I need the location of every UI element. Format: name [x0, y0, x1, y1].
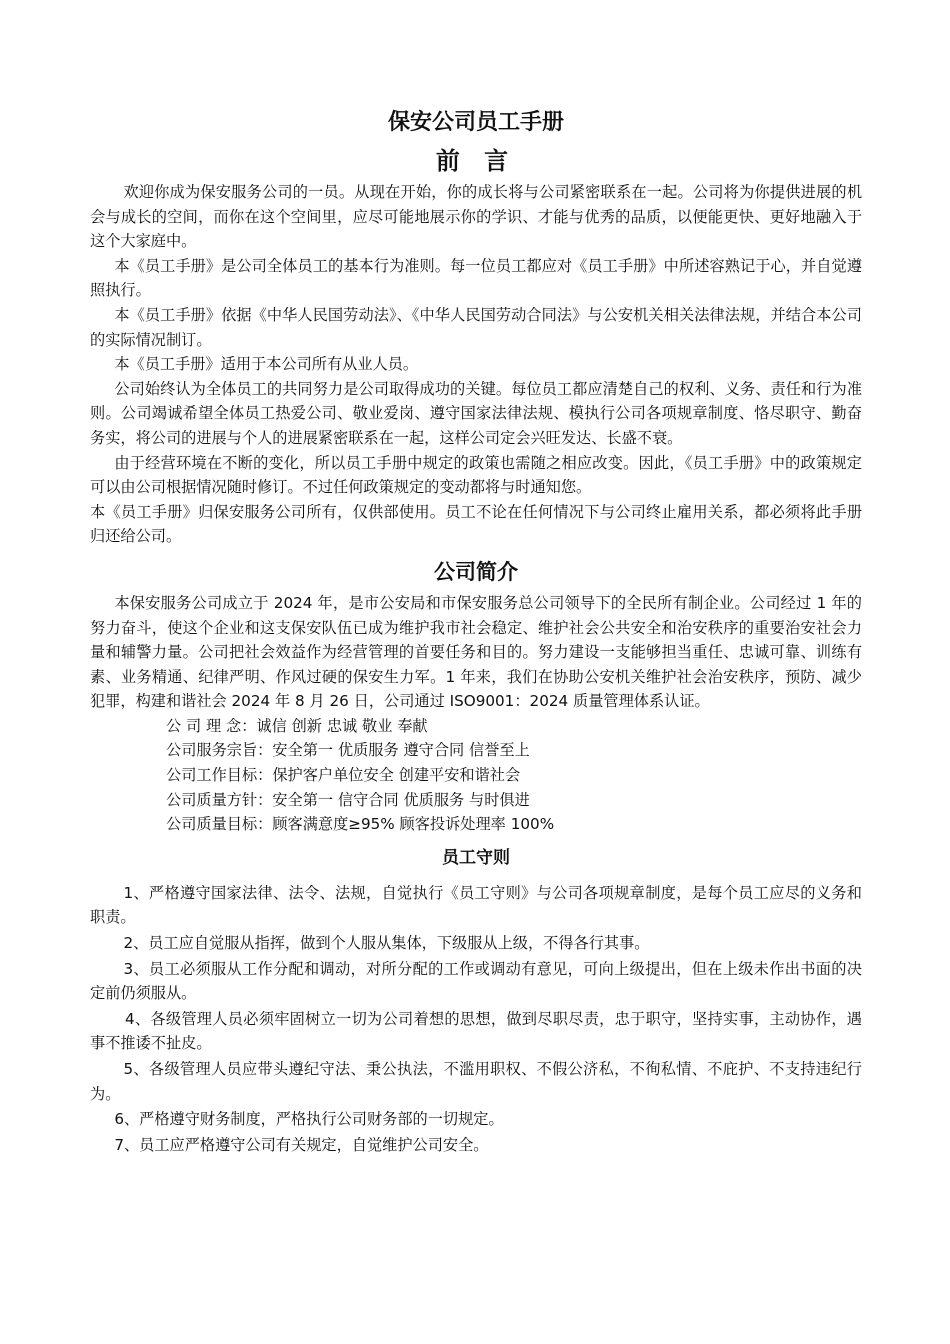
preface-heading: 前 言 [435, 147, 517, 175]
rule-item: 5、各级管理人员应带头遵纪守法、秉公执法，不滥用职权、不假公济私，不徇私情、不庇护、不支持违纪行为。 [90, 1060, 862, 1103]
rule-item: 7、员工应严格遵守公司有关规定，自觉维护公司安全。 [114, 1135, 489, 1154]
preface-paragraph: 本《员工手册》适用于本公司所有从业人员。 [114, 355, 419, 374]
preface-paragraph: 本《员工手册》是公司全体员工的基本行为准则。每一位员工都应对《员工手册》中所述容熟记于心，并自觉遵照执行。 [90, 256, 862, 300]
rule-item: 4、各级管理人员必须牢固树立一切为公司着想的思想，做到尽职尽责，忠于职守，坚持实事，主动协作，遇事不推诿不扯皮。 [90, 1009, 862, 1053]
motto-line: 公司质量目标：顾客满意度≥95% 顾客投诉处理率 100% [166, 815, 555, 834]
preface-paragraph: 公司始终认为全体员工的共同努力是公司取得成功的关键。每位员工都应清楚自己的权利、义务、责任和行为准则。公司竭诚希望全体员工热爱公司、敬业爱岗、遵守国家法律法规、模执行公司各项规章制度、恪尽职守、勤奋务实，将公司的进展与个人的进展紧密联系在一起，这样公司定会兴旺发达、长盛不衰。 [90, 379, 862, 447]
profile-heading: 公司简介 [434, 559, 518, 584]
rule-item: 1、严格遵守国家法律、法令、法规，自觉执行《员工守则》与公司各项规章制度，是每个员工应尽的义务和职责。 [90, 883, 862, 927]
motto-line: 公司服务宗旨：安全第一 优质服务 遵守合同 信誉至上 [166, 741, 530, 760]
document-title: 保安公司员工手册 [387, 110, 564, 135]
motto-line: 公司工作目标：保护客户单位安全 创建平安和谐社会 [166, 766, 521, 785]
document-page [90, 96, 862, 1158]
rule-item: 6、严格遵守财务制度，严格执行公司财务部的一切规定。 [114, 1110, 504, 1129]
profile-paragraph: 本保安服务公司成立于 2024 年，是市公安局和市保安服务总公司领导下的全民所有制企业。公司经过 1 年的努力奋斗，使这个企业和这支保安队伍已成为维护我市社会稳定、维护社会公共安全和治安秩序的重要治安社会力量和辅警力量。公司把社会效益作为经营管理的首要任务和目的。努力建设一支能够担当重任、忠诚可靠、训练有素、业务精通、纪律严明、作风过硬的保安生力军。1 年来，我们在协助公安机关维护社会治安秩序，预防、减少犯罪，构建和谐社会 2024 年 8 月 26 日，公司通过 ISO9001：2024 质量管理体系认证。 [90, 593, 862, 711]
rules-heading: 员工守则 [442, 847, 510, 868]
motto-line: 公司质量方针：安全第一 信守合同 优质服务 与时俱进 [166, 790, 530, 809]
motto-line: 公 司 理 念：诚信 创新 忠诚 敬业 奉献 [166, 716, 428, 735]
preface-paragraph: 本《员工手册》依据《中华人民国劳动法》、《中华人民国劳动合同法》与公安机关相关法律法规，并结合本公司的实际情况制订。 [90, 305, 862, 349]
rule-item: 3、员工必须服从工作分配和调动，对所分配的工作或调动有意见，可向上级提出，但在上级未作出书面的决定前仍须服从。 [90, 959, 862, 1003]
rule-item: 2、员工应自觉服从指挥，做到个人服从集体，下级服从上级，不得各行其事。 [123, 934, 650, 953]
preface-paragraph: 本《员工手册》归保安服务公司所有，仅供部使用。员工不论在任何情况下与公司终止雇用关系，都必须将此手册归还给公司。 [90, 502, 862, 546]
preface-paragraph: 欢迎你成为保安服务公司的一员。从现在开始，你的成长将与公司紧密联系在一起。公司将为你提供进展的机会与成长的空间，而你在这个空间里，应尽可能地展示你的学识、才能与优秀的品质，以便能更快、更好地融入于这个大家庭中。 [90, 183, 862, 251]
preface-paragraph: 由于经营环境在不断的变化，所以员工手册中规定的政策也需随之相应改变。因此，《员工手册》中的政策规定可以由公司根据情况随时修订。不过任何政策规定的变动都将与时通知您。 [90, 453, 862, 497]
